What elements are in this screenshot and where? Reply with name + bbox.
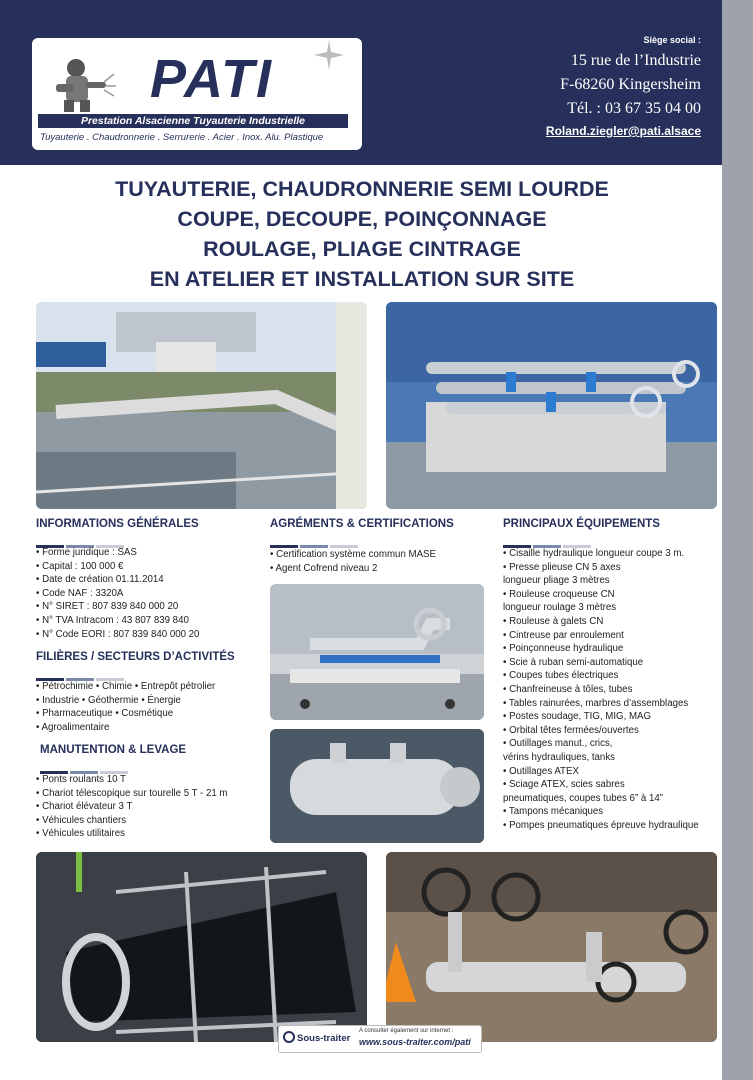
list-item: • Chanfreineuse à tôles, tubes: [503, 683, 633, 695]
address-line-2: F-68260 Kingersheim: [560, 76, 701, 93]
section-title-equipment: PRINCIPAUX ÉQUIPEMENTS: [503, 518, 660, 530]
list-item: • Poinçonneuse hydraulique: [503, 643, 624, 655]
list-item: • Forme juridique : SAS: [36, 547, 137, 558]
footer-note: A consulter également sur internet :: [359, 1028, 454, 1034]
footer-url[interactable]: www.sous-traiter.com/pati: [359, 1037, 471, 1047]
equipment-list: [503, 547, 699, 832]
list-item: • Tables rainurées, marbres d’assemblages: [503, 697, 689, 709]
list-item: • N° TVA Intracom : 43 807 839 840: [36, 614, 189, 626]
list-item: • Scie à ruban semi-automatique: [503, 656, 644, 668]
section-bar-equipment: [503, 535, 593, 538]
list-item: • Rouleuse à galets CN: [503, 615, 604, 627]
photo-stainless-frame: [36, 852, 367, 1042]
section-bar-handling: [40, 761, 130, 764]
list-item: • N° SIRET : 807 839 840 000 20: [36, 601, 179, 613]
phone-number: Tél. : 03 67 35 04 00: [567, 100, 701, 117]
logo-wordmark: PATI: [150, 49, 273, 109]
list-item: • Outillages ATEX: [503, 765, 579, 777]
list-item: • Chariot élévateur 3 T: [36, 801, 133, 813]
list-item: • Véhicules chantiers: [36, 814, 127, 826]
list-item: • Postes soudage, TIG, MIG, MAG: [503, 711, 652, 723]
headline-line-3: ROULAGE, PLIAGE CINTRAGE: [203, 237, 521, 261]
list-item: • Agent Cofrend niveau 2: [270, 562, 378, 574]
logo-services: Tuyauterie . Chaudronnerie . Serrurerie . Acier . Inox. Alu. Plastique: [40, 132, 324, 143]
list-item: • Chariot télescopique sur tourelle 5 T - 21 m: [36, 787, 228, 799]
photo-valves: [386, 852, 717, 1042]
list-item: • Date de création 01.11.2014: [36, 574, 164, 586]
list-item: • Sciage ATEX, scies sabres: [503, 779, 625, 791]
email-link[interactable]: Roland.ziegler@pati.alsace: [545, 124, 701, 138]
list-item: longueur roulage 3 mètres: [503, 602, 617, 614]
list-item: • Outillages manut., crics,: [503, 738, 613, 750]
list-item: • Capital : 100 000 €: [36, 560, 124, 572]
list-item: • N° Code EORI : 807 839 840 000 20: [36, 628, 200, 640]
general-info-list: [36, 546, 199, 641]
spark-icon: [314, 40, 344, 70]
list-item: • Tampons mécaniques: [503, 806, 604, 818]
contact-block: [546, 35, 701, 138]
company-logo: [32, 38, 362, 150]
side-stripe: [722, 0, 753, 1080]
list-item: • Pompes pneumatiques épreuve hydraulique: [503, 819, 699, 831]
list-item: • Agroalimentaire: [36, 721, 110, 733]
list-item: • Orbital têtes fermées/ouvertes: [503, 724, 639, 736]
list-item: • Certification système commun MASE: [270, 549, 436, 560]
photo-pipe-assembly: [386, 302, 717, 509]
photo-pressure-vessel: [270, 729, 484, 843]
section-title-general: INFORMATIONS GÉNÉRALES: [36, 518, 199, 530]
list-item: • Presse plieuse CN 5 axes: [503, 561, 621, 573]
list-item: pneumatiques, coupes tubes 6” à 14”: [503, 792, 663, 804]
list-item: vérins hydrauliques, tanks: [503, 751, 616, 763]
headline-line-1: TUYAUTERIE, CHAUDRONNERIE SEMI LOURDE: [115, 177, 609, 201]
list-item: • Véhicules utilitaires: [36, 828, 126, 840]
list-item: • Pétrochimie • Chimie • Entrepôt pétrolier: [36, 681, 216, 692]
headline-line-2: COUPE, DECOUPE, POINÇONNAGE: [177, 207, 547, 231]
section-title-certifications: AGRÉMENTS & CERTIFICATIONS: [270, 518, 454, 530]
list-item: • Pharmaceutique • Cosmétique: [36, 708, 174, 720]
photo-crane-installation: [36, 302, 367, 509]
list-item: • Industrie • Géothermie • Énergie: [36, 694, 181, 706]
list-item: • Cintreuse par enroulement: [503, 629, 624, 641]
section-bar-certifications: [270, 535, 360, 538]
address-line-1: 15 rue de l’Industrie: [570, 52, 701, 69]
list-item: • Rouleuse croqueuse CN: [503, 588, 615, 600]
photo-pipe-trolley: [270, 584, 484, 720]
section-bar-sectors: [36, 668, 126, 671]
headline: [36, 174, 688, 294]
list-item: • Ponts roulants 10 T: [36, 774, 126, 785]
section-title-handling: MANUTENTION & LEVAGE: [40, 744, 187, 756]
section-bar-general: [36, 535, 126, 538]
handling-list: [36, 773, 228, 841]
footer-brand: Sous-traiter: [297, 1033, 351, 1044]
welder-icon: [46, 54, 116, 114]
headline-line-4: EN ATELIER ET INSTALLATION SUR SITE: [149, 267, 575, 291]
certifications-list: [270, 548, 436, 575]
footer-badge[interactable]: [278, 1025, 482, 1053]
gear-icon: [283, 1031, 295, 1043]
section-title-sectors: FILIÈRES / SECTEURS D’ACTIVITÉS: [36, 651, 235, 663]
list-item: longueur pliage 3 mètres: [503, 575, 610, 587]
list-item: • Cisaille hydraulique longueur coupe 3 m.: [503, 548, 685, 559]
list-item: • Coupes tubes électriques: [503, 670, 619, 682]
logo-tagline: Prestation Alsacienne Tuyauterie Industrielle: [38, 114, 348, 128]
sectors-list: [36, 680, 215, 734]
contact-label: Siège social :: [643, 35, 701, 45]
list-item: • Code NAF : 3320A: [36, 587, 124, 599]
